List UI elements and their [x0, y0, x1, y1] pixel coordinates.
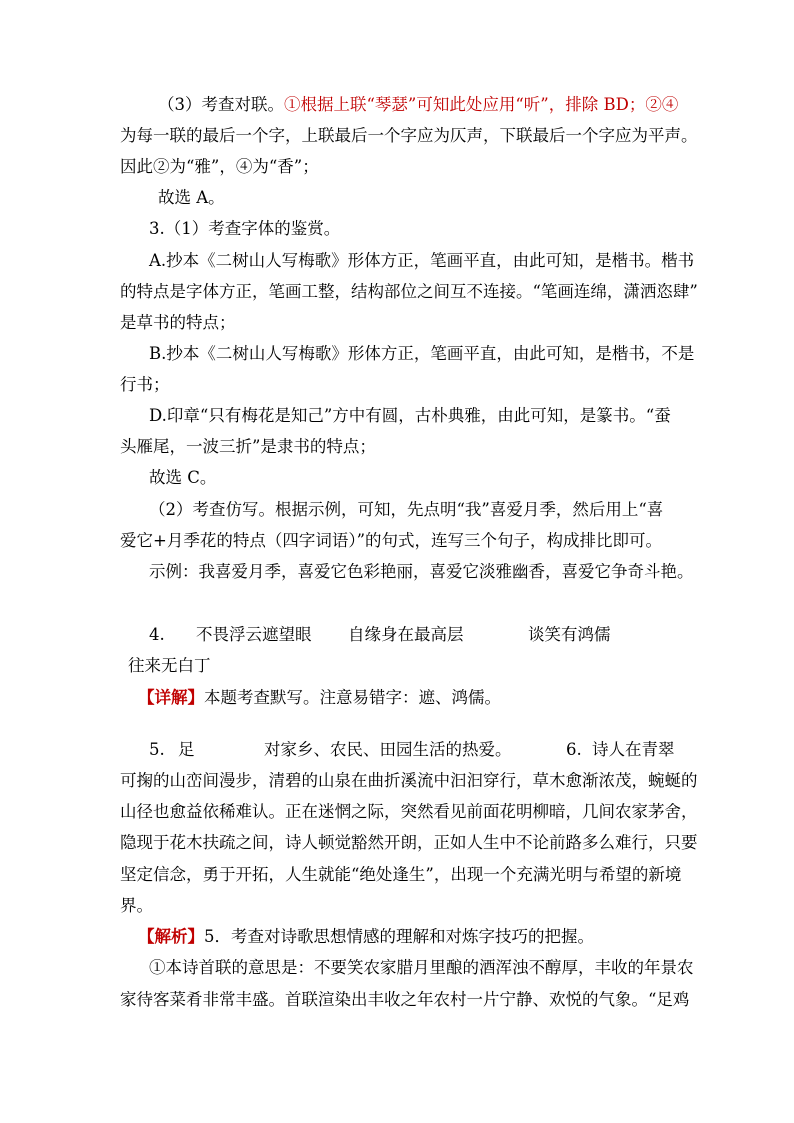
analysis-tag: 【解析】: [138, 927, 204, 946]
para-couplet-line1: [158, 94, 678, 116]
couplet-answer-red: ①根据上联“琴瑟”可知此处应用“听”，排除 BD；②④: [284, 95, 679, 114]
para-q3-1-heading: 3.（1）考查字体的鉴赏。: [149, 219, 341, 238]
q5-number: 5.: [149, 740, 165, 759]
analysis-para-line1: ①本诗首联的意思是：不要笑农家腊月里酿的酒浑浊不醇厚，丰收的年景农: [149, 958, 694, 977]
para-option-d-line2: 头雁尾，一波三折”是隶书的特点；: [120, 437, 376, 456]
q6-line4: 隐现于花木扶疏之间，诗人顿觉豁然开朗，正如人生中不论前路多么难行，只要: [120, 833, 698, 852]
para-example: 示例：我喜爱月季，喜爱它色彩艳丽，喜爱它淡雅幽香，喜爱它争奇斗艳。: [149, 562, 694, 581]
analysis-text: 5．考查对诗歌思想情感的理解和对炼字技巧的把握。: [204, 927, 594, 946]
q4-answer-4: 往来无白丁: [128, 656, 211, 675]
analysis-para-line2: 家待客菜肴非常丰盛。首联渲染出丰收之年农村一片宁静、欢悦的气象。“足鸡: [120, 990, 690, 1009]
couplet-prefix: （3）考查对联。: [158, 95, 284, 114]
q4-answer-1: 不畏浮云遮望眼: [196, 625, 312, 644]
q6-line2: 可掬的山峦间漫步，清碧的山泉在曲折溪流中汩汩穿行，草木愈渐浓茂，蜿蜒的: [120, 771, 698, 790]
para-imitation-line1: （2）考查仿写。根据示例，可知，先点明“我”喜爱月季，然后用上“喜: [149, 500, 664, 519]
q4-number: 4.: [149, 625, 165, 644]
para-choose-c: 故选 C。: [149, 468, 217, 487]
para-option-a-line1: A.抄本《二树山人写梅歌》形体方正，笔画平直，由此可知，是楷书。楷书: [149, 251, 695, 270]
q5-answer-1: 足: [178, 740, 195, 759]
q6-number: 6.: [566, 740, 582, 759]
q6-line3: 山径也愈益依稀难认。正在迷惘之际，突然看见前面花明柳暗，几间农家茅舍，: [120, 802, 698, 821]
detail-tag: 【详解】: [138, 688, 204, 707]
q4-answer-2: 自缘身在最高层: [348, 625, 464, 644]
para-couplet-line3: 因此②为“雅”，④为“香”；: [120, 157, 319, 176]
q5-analysis: [138, 926, 594, 948]
q6-line1: 诗人在青翠: [592, 740, 675, 759]
q4-answer-3: 谈笑有鸿儒: [528, 625, 611, 644]
para-option-b-line2: 行书；: [120, 375, 170, 394]
q6-line5: 坚定信念，勇于开拓，人生就能“绝处逢生”，出现一个充满光明与希望的新境: [120, 865, 682, 884]
para-option-d-line1: D.印章“只有梅花是知己”方中有圆，古朴典雅，由此可知，是篆书。“蚕: [149, 406, 671, 425]
q5-answer-2: 对家乡、农民、田园生活的热爱。: [264, 740, 512, 759]
para-couplet-line2: 为每一联的最后一个字，上联最后一个字应为仄声，下联最后一个字应为平声。: [120, 126, 698, 145]
para-option-b-line1: B.抄本《二树山人写梅歌》形体方正，笔画平直，由此可知，是楷书，不是: [149, 344, 695, 363]
para-imitation-line2: 爱它+月季花的特点（四字词语）”的句式，连写三个句子，构成排比即可。: [120, 531, 663, 550]
q6-line6: 界。: [120, 896, 153, 915]
q4-detail: [138, 687, 501, 709]
detail-text: 本题考查默写。注意易错字：遮、鸿儒。: [204, 688, 501, 707]
para-option-a-line2: 的特点是字体方正，笔画工整，结构部位之间互不连接。“笔画连绵，潇洒恣肆”: [120, 282, 698, 301]
para-option-a-line3: 是草书的特点；: [120, 313, 236, 332]
para-choose-a: 故选 A。: [158, 188, 225, 207]
